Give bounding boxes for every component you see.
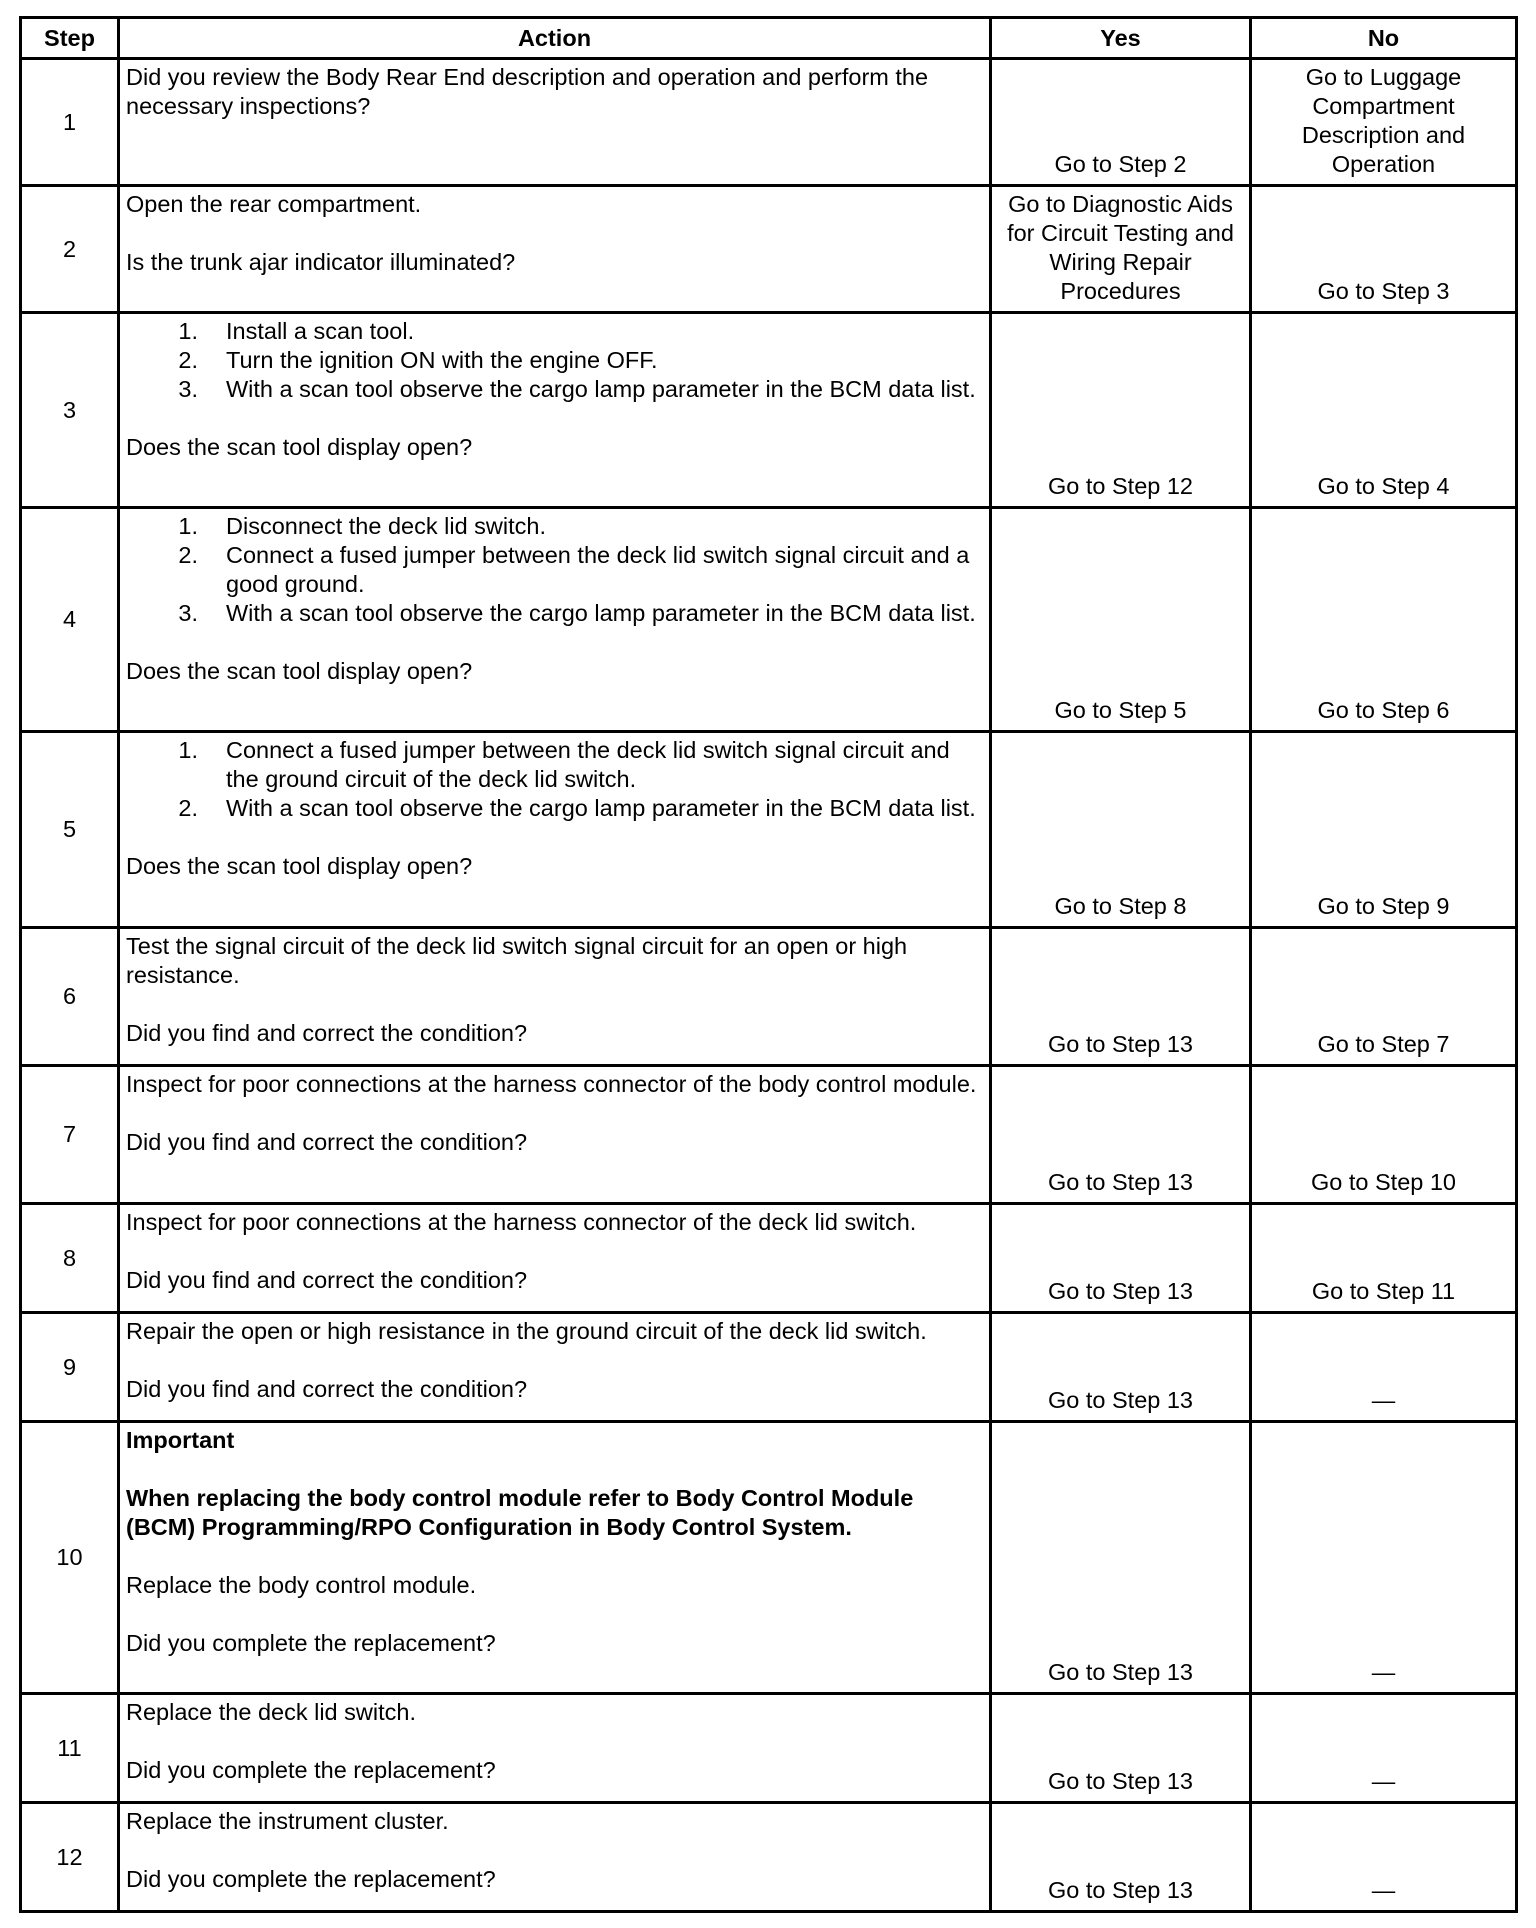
action-cell <box>119 928 991 1066</box>
action-cell <box>119 1422 991 1694</box>
procedure-list <box>126 736 983 823</box>
action-cell <box>119 59 991 186</box>
action-cell <box>119 732 991 928</box>
procedure-list <box>126 317 983 404</box>
action-text: Test the signal circuit of the deck lid switch signal circuit for an open or high resistance. <box>126 933 908 988</box>
action-question: Does the scan tool display open? <box>126 853 473 879</box>
action-text: Inspect for poor connections at the harness connector of the body control module. <box>126 1071 977 1097</box>
table-row <box>21 186 1517 313</box>
no-result: Go to Luggage Compartment Description and Operation <box>1251 59 1517 186</box>
step-number: 2 <box>21 186 119 313</box>
action-question: Did you find and correct the condition? <box>126 1376 528 1402</box>
header-no: No <box>1251 18 1517 59</box>
table-row <box>21 1204 1517 1313</box>
action-text: Replace the instrument cluster. <box>126 1808 449 1834</box>
header-row <box>21 18 1517 59</box>
yes-result: Go to Step 13 <box>991 1803 1251 1912</box>
action-text: Did you review the Body Rear End description and operation and perform the necessary inspections? <box>126 64 929 119</box>
table-row <box>21 1803 1517 1912</box>
no-result: — <box>1251 1422 1517 1694</box>
action-text: Replace the body control module. <box>126 1572 477 1598</box>
action-question: Did you find and correct the condition? <box>126 1267 528 1293</box>
action-question: Did you complete the replacement? <box>126 1866 496 1892</box>
action-cell <box>119 1066 991 1204</box>
action-question: Is the trunk ajar indicator illuminated? <box>126 249 516 275</box>
yes-result: Go to Step 5 <box>991 508 1251 732</box>
list-item: 1. Install a scan tool. <box>178 318 415 344</box>
action-cell <box>119 1803 991 1912</box>
action-text: Inspect for poor connections at the harness connector of the deck lid switch. <box>126 1209 917 1235</box>
yes-result: Go to Step 13 <box>991 1694 1251 1803</box>
no-result: Go to Step 6 <box>1251 508 1517 732</box>
table-row <box>21 928 1517 1066</box>
yes-result: Go to Step 13 <box>991 928 1251 1066</box>
step-number: 1 <box>21 59 119 186</box>
action-cell <box>119 186 991 313</box>
no-result: Go to Step 3 <box>1251 186 1517 313</box>
step-number: 10 <box>21 1422 119 1694</box>
important-note: When replacing the body control module refer to Body Control Module (BCM) Programming/RPO Configuration in Body Control System. <box>126 1485 914 1540</box>
no-result: Go to Step 7 <box>1251 928 1517 1066</box>
action-question: Did you complete the replacement? <box>126 1630 496 1656</box>
step-number: 4 <box>21 508 119 732</box>
action-question: Does the scan tool display open? <box>126 434 473 460</box>
action-cell <box>119 1313 991 1422</box>
action-text: Replace the deck lid switch. <box>126 1699 416 1725</box>
action-cell <box>119 1694 991 1803</box>
table-row <box>21 1066 1517 1204</box>
action-text: Open the rear compartment. <box>126 191 422 217</box>
no-result: — <box>1251 1313 1517 1422</box>
table-row <box>21 508 1517 732</box>
yes-result: Go to Step 13 <box>991 1066 1251 1204</box>
procedure-list <box>126 512 983 628</box>
step-number: 8 <box>21 1204 119 1313</box>
table-row <box>21 1313 1517 1422</box>
list-item: 1. Connect a fused jumper between the deck lid switch signal circuit and the ground circuit of the deck lid switch. <box>178 737 950 792</box>
list-item: 1. Disconnect the deck lid switch. <box>178 513 547 539</box>
step-number: 6 <box>21 928 119 1066</box>
no-result: Go to Step 11 <box>1251 1204 1517 1313</box>
header-action: Action <box>119 18 991 59</box>
table-row <box>21 1422 1517 1694</box>
list-item: 2. Turn the ignition ON with the engine OFF. <box>178 347 658 373</box>
table-row <box>21 59 1517 186</box>
no-result: — <box>1251 1803 1517 1912</box>
table-row <box>21 313 1517 508</box>
header-step: Step <box>21 18 119 59</box>
no-result: Go to Step 9 <box>1251 732 1517 928</box>
action-question: Did you find and correct the condition? <box>126 1129 528 1155</box>
step-number: 9 <box>21 1313 119 1422</box>
list-item: 2. Connect a fused jumper between the deck lid switch signal circuit and a good ground. <box>178 542 970 597</box>
step-number: 7 <box>21 1066 119 1204</box>
action-question: Did you find and correct the condition? <box>126 1020 528 1046</box>
no-result: Go to Step 10 <box>1251 1066 1517 1204</box>
diagnostic-table <box>19 16 1518 1913</box>
step-number: 5 <box>21 732 119 928</box>
no-result: Go to Step 4 <box>1251 313 1517 508</box>
yes-result: Go to Step 13 <box>991 1422 1251 1694</box>
step-number: 11 <box>21 1694 119 1803</box>
yes-result: Go to Diagnostic Aids for Circuit Testing and Wiring Repair Procedures <box>991 186 1251 313</box>
list-item: 3. With a scan tool observe the cargo lamp parameter in the BCM data list. <box>178 600 976 626</box>
important-label: Important <box>126 1427 235 1453</box>
action-cell <box>119 313 991 508</box>
list-item: 2. With a scan tool observe the cargo lamp parameter in the BCM data list. <box>178 795 976 821</box>
yes-result: Go to Step 2 <box>991 59 1251 186</box>
step-number: 3 <box>21 313 119 508</box>
yes-result: Go to Step 13 <box>991 1313 1251 1422</box>
diagnostic-table-container <box>19 16 1518 1913</box>
table-row <box>21 1694 1517 1803</box>
no-result: — <box>1251 1694 1517 1803</box>
header-yes: Yes <box>991 18 1251 59</box>
yes-result: Go to Step 13 <box>991 1204 1251 1313</box>
action-text: Repair the open or high resistance in the ground circuit of the deck lid switch. <box>126 1318 927 1344</box>
table-row <box>21 732 1517 928</box>
action-cell <box>119 508 991 732</box>
yes-result: Go to Step 8 <box>991 732 1251 928</box>
action-question: Does the scan tool display open? <box>126 658 473 684</box>
step-number: 12 <box>21 1803 119 1912</box>
yes-result: Go to Step 12 <box>991 313 1251 508</box>
list-item: 3. With a scan tool observe the cargo lamp parameter in the BCM data list. <box>178 376 976 402</box>
action-question: Did you complete the replacement? <box>126 1757 496 1783</box>
action-cell <box>119 1204 991 1313</box>
